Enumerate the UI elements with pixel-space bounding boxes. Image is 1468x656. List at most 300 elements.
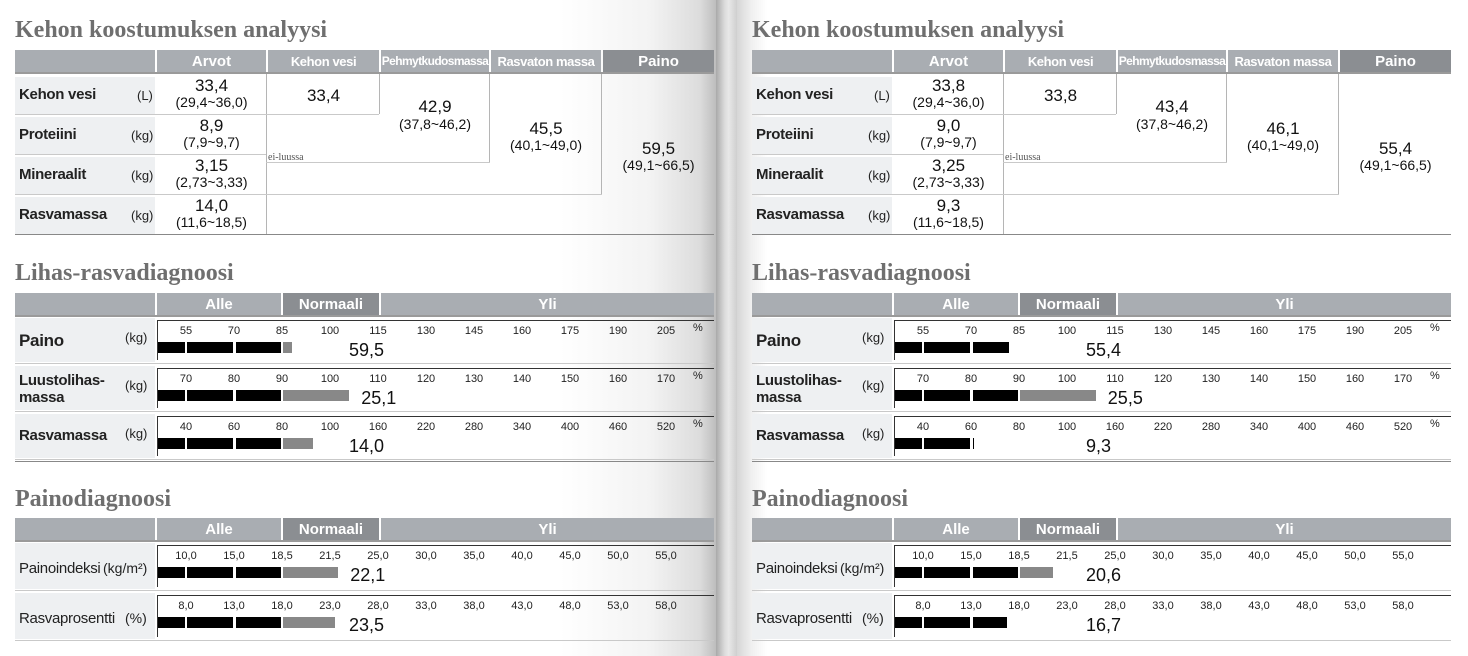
mfa-row-label: Rasvamassa (756, 427, 844, 444)
mfa-row-divider (752, 363, 1451, 364)
section-title-muscle-fat: Lihas-rasvadiagnoosi (15, 260, 234, 286)
mfa-tick-label: 160 (608, 373, 628, 385)
ob-tick-label: 21,5 (319, 550, 341, 562)
mfa-row-divider (752, 459, 1451, 460)
bca-bottom-line (752, 234, 1451, 235)
mfa-tick-label: 460 (1345, 421, 1365, 433)
mfa-tick-label: 175 (1297, 325, 1317, 337)
mfa-bar-segment-black (187, 390, 233, 401)
mfa-row-unit: (kg) (125, 330, 148, 345)
ob-header-under: Alle (157, 518, 281, 540)
section-title-body-composition: Kehon koostumuksen analyysi (752, 17, 1065, 43)
mfa-row-unit: (kg) (125, 378, 148, 393)
mfa-scale-frame (894, 416, 1451, 456)
mfa-tick-label: 55 (916, 325, 930, 337)
mfa-header-under: Alle (894, 293, 1018, 315)
mfa-tick-label: 70 (179, 373, 193, 385)
mfa-tick-label: 115 (369, 325, 387, 337)
mfa-bar-segment-black (973, 390, 1018, 401)
mfa-bar-segment-normal (283, 438, 313, 449)
mfa-tick-label: 60 (964, 421, 978, 433)
mfa-tick-label: 340 (512, 421, 532, 433)
mfa-scale-frame (894, 368, 1451, 408)
bca-row-unit: (L) (137, 88, 153, 103)
mfa-scale-frame (157, 368, 714, 408)
mfa-tick-label: 80 (227, 373, 241, 385)
section-title-muscle-fat: Lihas-rasvadiagnoosi (752, 260, 971, 286)
ob-tick-label: 55,0 (655, 550, 677, 562)
bca-row-label: Proteiini (19, 126, 77, 143)
fat-free-mass-range: (40,1~49,0) (1247, 137, 1319, 153)
ob-tick-label: 30,0 (415, 550, 437, 562)
body-water-total: 33,8 (1043, 86, 1078, 105)
col-sep-water (1116, 74, 1117, 114)
bca-row-unit: (kg) (131, 168, 154, 183)
ob-tick-label: 38,0 (463, 600, 485, 612)
ob-tick-label: 33,0 (1152, 600, 1174, 612)
mfa-tick-label: 220 (416, 421, 436, 433)
mfa-tick-label: 160 (368, 421, 388, 433)
mfa-header-corner (752, 293, 892, 315)
bca-row-unit: (kg) (868, 208, 891, 223)
book-gutter (716, 0, 737, 656)
header-soft-lean-mass: Pehmytkudosmassa (381, 50, 489, 72)
ob-tick-label: 15,0 (960, 550, 982, 562)
ob-tick-label: 8,0 (178, 600, 194, 612)
bca-row-range: (7,9~9,7) (920, 134, 977, 150)
ob-header-over: Yli (1118, 518, 1451, 540)
mfa-tick-label: 140 (1249, 373, 1269, 385)
bca-row-range: (11,6~18,5) (913, 214, 984, 230)
mfa-tick-label: 40 (916, 421, 930, 433)
header-soft-lean-mass: Pehmytkudosmassa (1118, 50, 1226, 72)
bca-row-value: 14,0 (194, 196, 229, 215)
mfa-tick-label: 100 (1057, 421, 1077, 433)
bca-row-unit: (kg) (131, 128, 154, 143)
mfa-row-label: Paino (756, 331, 801, 350)
ob-bar-value: 16,7 (1086, 615, 1122, 635)
ob-tick-label: 35,0 (463, 550, 485, 562)
mfa-row-unit: (kg) (125, 426, 148, 441)
water-box-bottom (1003, 114, 1116, 115)
ob-row-unit: (%) (125, 610, 147, 626)
bca-row-value: 33,8 (931, 76, 966, 95)
ob-tick-label: 45,0 (1296, 550, 1318, 562)
fat-free-mass-range: (40,1~49,0) (510, 137, 582, 153)
ob-bar-segment-black (895, 617, 922, 628)
row-divider (752, 154, 1003, 155)
mfa-tick-label: 175 (560, 325, 580, 337)
header-fat-free-mass: Rasvaton massa (1228, 50, 1338, 72)
mfa-bar-value: 59,5 (349, 340, 385, 360)
ob-bar-segment-normal (283, 567, 338, 578)
mfa-tick-label: 80 (964, 373, 978, 385)
ob-tick-label: 35,0 (1200, 550, 1222, 562)
ob-bar-segment-black (924, 617, 970, 628)
col-sep-values (1003, 74, 1004, 234)
mfa-tick-label: 280 (1201, 421, 1221, 433)
bca-row-value: 9,3 (936, 196, 961, 215)
ob-header-under: Alle (894, 518, 1018, 540)
ob-tick-label: 50,0 (607, 550, 629, 562)
mfa-row-label: Rasvamassa (19, 427, 107, 444)
mfa-bar-segment-black (895, 390, 922, 401)
mfa-tick-label: 90 (275, 373, 289, 385)
mfa-row-divider (15, 411, 714, 412)
mfa-tick-label: 80 (275, 421, 289, 433)
header-body-water: Kehon vesi (268, 50, 379, 72)
mfa-header-underline (15, 315, 714, 317)
header-values: Arvot (157, 50, 266, 72)
mfa-header-underline (752, 315, 1451, 317)
mfa-row-label: Luustolihas- massa (756, 372, 842, 406)
mfa-tick-label: 145 (464, 325, 484, 337)
mfa-header-over: Yli (381, 293, 714, 315)
ob-tick-label: 18,5 (271, 550, 293, 562)
mfa-tick-label: 100 (1057, 325, 1077, 337)
bca-bottom-line (15, 234, 714, 235)
mfa-percent-sign: % (1430, 418, 1440, 430)
bca-row-unit: (kg) (868, 168, 891, 183)
ob-bar-segment-black (158, 617, 185, 628)
ob-bar-value: 23,5 (349, 615, 385, 635)
mfa-tick-label: 110 (369, 373, 387, 385)
ob-bar-segment-black (924, 567, 970, 578)
col-sep-softlean (489, 74, 490, 162)
mfa-bar-segment-black (158, 342, 185, 353)
mfa-tick-label: 190 (608, 325, 628, 337)
ob-header-over: Yli (381, 518, 714, 540)
ob-bar-value: 22,1 (350, 565, 386, 585)
ob-header-normal: Normaali (1020, 518, 1116, 540)
bca-row-label: Mineraalit (756, 166, 824, 183)
section-title-obesity: Painodiagnoosi (752, 486, 909, 512)
bca-row-range: (2,73~3,33) (175, 174, 248, 190)
bca-row-range: (29,4~36,0) (175, 94, 248, 110)
col-sep-values (266, 74, 267, 234)
col-sep-fatfree (1338, 74, 1339, 194)
mfa-tick-label: 205 (1393, 325, 1413, 337)
header-underline (752, 72, 1451, 74)
ob-tick-label: 15,0 (223, 550, 245, 562)
mfa-bar-segment-black (973, 342, 1009, 353)
ob-row-divider (752, 590, 1451, 591)
mfa-bar-segment-black (158, 438, 185, 449)
mfa-tick-label: 460 (608, 421, 628, 433)
mfa-tick-label: 160 (1105, 421, 1125, 433)
ob-tick-label: 23,0 (1056, 600, 1078, 612)
mfa-tick-label: 90 (1012, 373, 1026, 385)
mfa-bar-value: 9,3 (1086, 436, 1112, 456)
body-water-total: 33,4 (306, 86, 341, 105)
mfa-bar-segment-black (236, 438, 281, 449)
mfa-bar-segment-black (158, 390, 185, 401)
ob-header-normal: Normaali (283, 518, 379, 540)
mfa-tick-label: 120 (1153, 373, 1173, 385)
soft-lean-mass-range: (37,8~46,2) (1136, 116, 1208, 132)
mfa-tick-label: 70 (916, 373, 930, 385)
mfa-header-over: Yli (1118, 293, 1451, 315)
mfa-bar-value: 25,1 (361, 388, 397, 408)
ob-tick-label: 28,0 (1104, 600, 1126, 612)
mfa-row-label: Luustolihas- massa (19, 372, 105, 406)
header-values: Arvot (894, 50, 1003, 72)
ob-tick-label: 13,0 (960, 600, 982, 612)
bca-row-value: 8,9 (199, 116, 224, 135)
ob-tick-label: 25,0 (1104, 550, 1126, 562)
ob-row-divider (15, 590, 714, 591)
mfa-tick-label: 520 (1393, 421, 1413, 433)
ob-tick-label: 18,0 (1008, 600, 1030, 612)
mfa-tick-label: 100 (320, 421, 340, 433)
soft-lean-mass-value: 42,9 (418, 97, 452, 116)
mfa-tick-label: 55 (179, 325, 193, 337)
weight-range: (49,1~66,5) (1359, 157, 1432, 173)
mfa-tick-label: 100 (1057, 373, 1077, 385)
report-page-left (0, 0, 716, 656)
bca-row-label: Proteiini (756, 126, 814, 143)
bca-row-label: Rasvamassa (19, 206, 107, 223)
mfa-header-normal: Normaali (283, 293, 379, 315)
bca-row-range: (7,9~9,7) (183, 134, 240, 150)
mfa-tick-label: 120 (416, 373, 436, 385)
mfa-scale-frame (157, 416, 714, 456)
mfa-bar-segment-black (236, 390, 281, 401)
mfa-percent-sign: % (693, 322, 703, 334)
bca-row-value: 33,4 (194, 76, 229, 95)
header-corner (752, 50, 892, 72)
ob-tick-label: 58,0 (1392, 600, 1414, 612)
ob-tick-label: 23,0 (319, 600, 341, 612)
soft-lean-mass-value: 43,4 (1155, 97, 1189, 116)
ob-tick-label: 55,0 (1392, 550, 1414, 562)
mfa-bar-value: 14,0 (349, 436, 385, 456)
ob-header-corner (15, 518, 155, 540)
mfa-tick-label: 100 (320, 325, 340, 337)
ob-row-label: Painoindeksi (756, 560, 838, 577)
ob-tick-label: 33,0 (415, 600, 437, 612)
mfa-tick-label: 140 (512, 373, 532, 385)
mfa-bar-segment-black (924, 438, 970, 449)
ob-tick-label: 58,0 (655, 600, 677, 612)
header-weight: Paino (1340, 50, 1451, 72)
ob-bar-segment-black (187, 617, 233, 628)
ob-tick-label: 10,0 (175, 550, 197, 562)
bca-row-range: (11,6~18,5) (176, 214, 247, 230)
mfa-tick-label: 130 (1153, 325, 1173, 337)
header-weight: Paino (603, 50, 714, 72)
ob-tick-label: 43,0 (511, 600, 533, 612)
mfa-header-under: Alle (157, 293, 281, 315)
section-title-obesity: Painodiagnoosi (15, 486, 172, 512)
row-divider (15, 194, 266, 195)
ob-header-underline (752, 540, 1451, 542)
mfa-tick-label: 150 (1297, 373, 1317, 385)
ob-bar-segment-black (236, 567, 281, 578)
mfa-row-divider (15, 363, 714, 364)
bca-row-unit: (L) (874, 88, 890, 103)
water-box-bottom (266, 114, 379, 115)
bca-row-unit: (kg) (868, 128, 891, 143)
ob-bar-segment-black (973, 617, 1007, 628)
mfa-tick-label: 190 (1345, 325, 1365, 337)
mfa-tick-label: 170 (656, 373, 676, 385)
bca-row-label: Kehon vesi (756, 86, 834, 103)
bca-row-range: (2,73~3,33) (912, 174, 985, 190)
header-corner (15, 50, 155, 72)
row-divider (752, 194, 1003, 195)
bca-row-unit: (kg) (131, 208, 154, 223)
mfa-tick-label: 60 (227, 421, 241, 433)
bca-row-value: 3,15 (194, 156, 229, 175)
mfa-row-unit: (kg) (862, 378, 885, 393)
ob-bar-segment-black (236, 617, 281, 628)
mfa-scale-frame (157, 320, 714, 360)
mfa-tick-label: 150 (560, 373, 580, 385)
mfa-tick-label: 145 (1201, 325, 1221, 337)
ob-tick-label: 21,5 (1056, 550, 1078, 562)
mfa-tick-label: 130 (1201, 373, 1221, 385)
mfa-tick-label: 85 (1012, 325, 1026, 337)
mfa-row-divider (752, 411, 1451, 412)
non-osseous-note: ei-luussa (1005, 152, 1041, 163)
ob-tick-label: 28,0 (367, 600, 389, 612)
ob-tick-label: 38,0 (1200, 600, 1222, 612)
fat-free-mass-value: 46,1 (1266, 119, 1300, 138)
mfa-tick-label: 340 (1249, 421, 1269, 433)
bca-row-range: (29,4~36,0) (912, 94, 985, 110)
bca-row-label: Rasvamassa (756, 206, 844, 223)
ob-tick-label: 30,0 (1152, 550, 1174, 562)
ob-row-unit: (kg/m²) (840, 560, 885, 576)
weight-value: 55,4 (1378, 139, 1413, 158)
mfa-tick-label: 160 (1345, 373, 1365, 385)
row-divider (15, 154, 266, 155)
ob-row-unit: (kg/m²) (103, 560, 148, 576)
ob-tick-label: 25,0 (367, 550, 389, 562)
weight-range: (49,1~66,5) (622, 157, 695, 173)
fatfree-box-bottom (1003, 194, 1339, 195)
mfa-header-normal: Normaali (1020, 293, 1116, 315)
ob-row-label: Rasvaprosentti (19, 610, 115, 627)
ob-bar-segment-black (158, 567, 185, 578)
mfa-tick-label: 110 (1106, 373, 1124, 385)
ob-tick-label: 18,5 (1008, 550, 1030, 562)
mfa-scale-frame (894, 320, 1451, 360)
ob-tick-label: 43,0 (1248, 600, 1270, 612)
header-underline (15, 72, 714, 74)
mfa-bar-segment-black (187, 438, 233, 449)
ob-bar-segment-black (187, 567, 233, 578)
ob-row-divider (15, 640, 714, 641)
mfa-row-unit: (kg) (862, 330, 885, 345)
ob-bar-segment-black (973, 567, 1018, 578)
row-divider (752, 114, 1003, 115)
ob-row-label: Rasvaprosentti (756, 610, 852, 627)
mfa-bar-segment-normal (283, 390, 349, 401)
mfa-tick-label: 220 (1153, 421, 1173, 433)
mfa-tick-label: 400 (560, 421, 580, 433)
mfa-percent-sign: % (1430, 370, 1440, 382)
mfa-bar-segment-black (924, 342, 970, 353)
soft-lean-mass-range: (37,8~46,2) (399, 116, 471, 132)
mfa-tick-label: 160 (1249, 325, 1269, 337)
mfa-bar-segment-normal (283, 342, 292, 353)
mfa-bar-segment-black (236, 342, 281, 353)
mfa-tick-label: 520 (656, 421, 676, 433)
mfa-header-corner (15, 293, 155, 315)
report-page-right (737, 0, 1468, 656)
mfa-row-divider (15, 459, 714, 460)
ob-tick-label: 10,0 (912, 550, 934, 562)
mfa-tick-label: 80 (1012, 421, 1026, 433)
mfa-tick-label: 115 (1106, 325, 1124, 337)
ob-bar-segment-black (895, 567, 922, 578)
header-body-water: Kehon vesi (1005, 50, 1116, 72)
ob-bar-segment-normal (283, 617, 335, 628)
ob-tick-label: 18,0 (271, 600, 293, 612)
section-title-body-composition: Kehon koostumuksen analyysi (15, 17, 328, 43)
ob-header-underline (15, 540, 714, 542)
mfa-row-unit: (kg) (862, 426, 885, 441)
mfa-tick-label: 400 (1297, 421, 1317, 433)
col-sep-fatfree (601, 74, 602, 194)
mfa-tick-label: 100 (320, 373, 340, 385)
ob-tick-label: 40,0 (1248, 550, 1270, 562)
mfa-bottom-line (15, 461, 714, 462)
ob-tick-label: 50,0 (1344, 550, 1366, 562)
mfa-tick-label: 170 (1393, 373, 1413, 385)
mfa-bar-segment-normal (1020, 390, 1096, 401)
bca-row-label: Kehon vesi (19, 86, 97, 103)
ob-bar-value: 20,6 (1086, 565, 1122, 585)
header-fat-free-mass: Rasvaton massa (491, 50, 601, 72)
bca-row-label: Mineraalit (19, 166, 87, 183)
mfa-tick-label: 160 (512, 325, 532, 337)
ob-header-corner (752, 518, 892, 540)
ob-row-unit: (%) (862, 610, 884, 626)
ob-tick-label: 8,0 (915, 600, 931, 612)
mfa-bar-segment-black (187, 342, 233, 353)
mfa-row-label: Paino (19, 331, 64, 350)
col-sep-water (379, 74, 380, 114)
bca-row-value: 9,0 (936, 116, 961, 135)
ob-tick-label: 53,0 (1344, 600, 1366, 612)
ob-tick-label: 48,0 (559, 600, 581, 612)
col-sep-softlean (1226, 74, 1227, 162)
row-divider (15, 114, 266, 115)
mfa-bar-segment-black (924, 390, 970, 401)
mfa-percent-sign: % (1430, 322, 1440, 334)
mfa-tick-label: 280 (464, 421, 484, 433)
non-osseous-note: ei-luussa (268, 152, 304, 163)
fat-free-mass-value: 45,5 (529, 119, 563, 138)
mfa-bar-value: 25,5 (1107, 388, 1143, 408)
ob-row-divider (752, 640, 1451, 641)
fatfree-box-bottom (266, 194, 602, 195)
ob-tick-label: 48,0 (1296, 600, 1318, 612)
mfa-tick-label: 40 (179, 421, 193, 433)
mfa-percent-sign: % (693, 418, 703, 430)
mfa-bar-segment-black (895, 438, 922, 449)
mfa-tick-label: 130 (464, 373, 484, 385)
mfa-tick-label: 70 (227, 325, 241, 337)
ob-bar-segment-normal (1020, 567, 1053, 578)
ob-tick-label: 13,0 (223, 600, 245, 612)
bca-row-value: 3,25 (931, 156, 966, 175)
mfa-tick-label: 130 (416, 325, 436, 337)
ob-tick-label: 40,0 (511, 550, 533, 562)
